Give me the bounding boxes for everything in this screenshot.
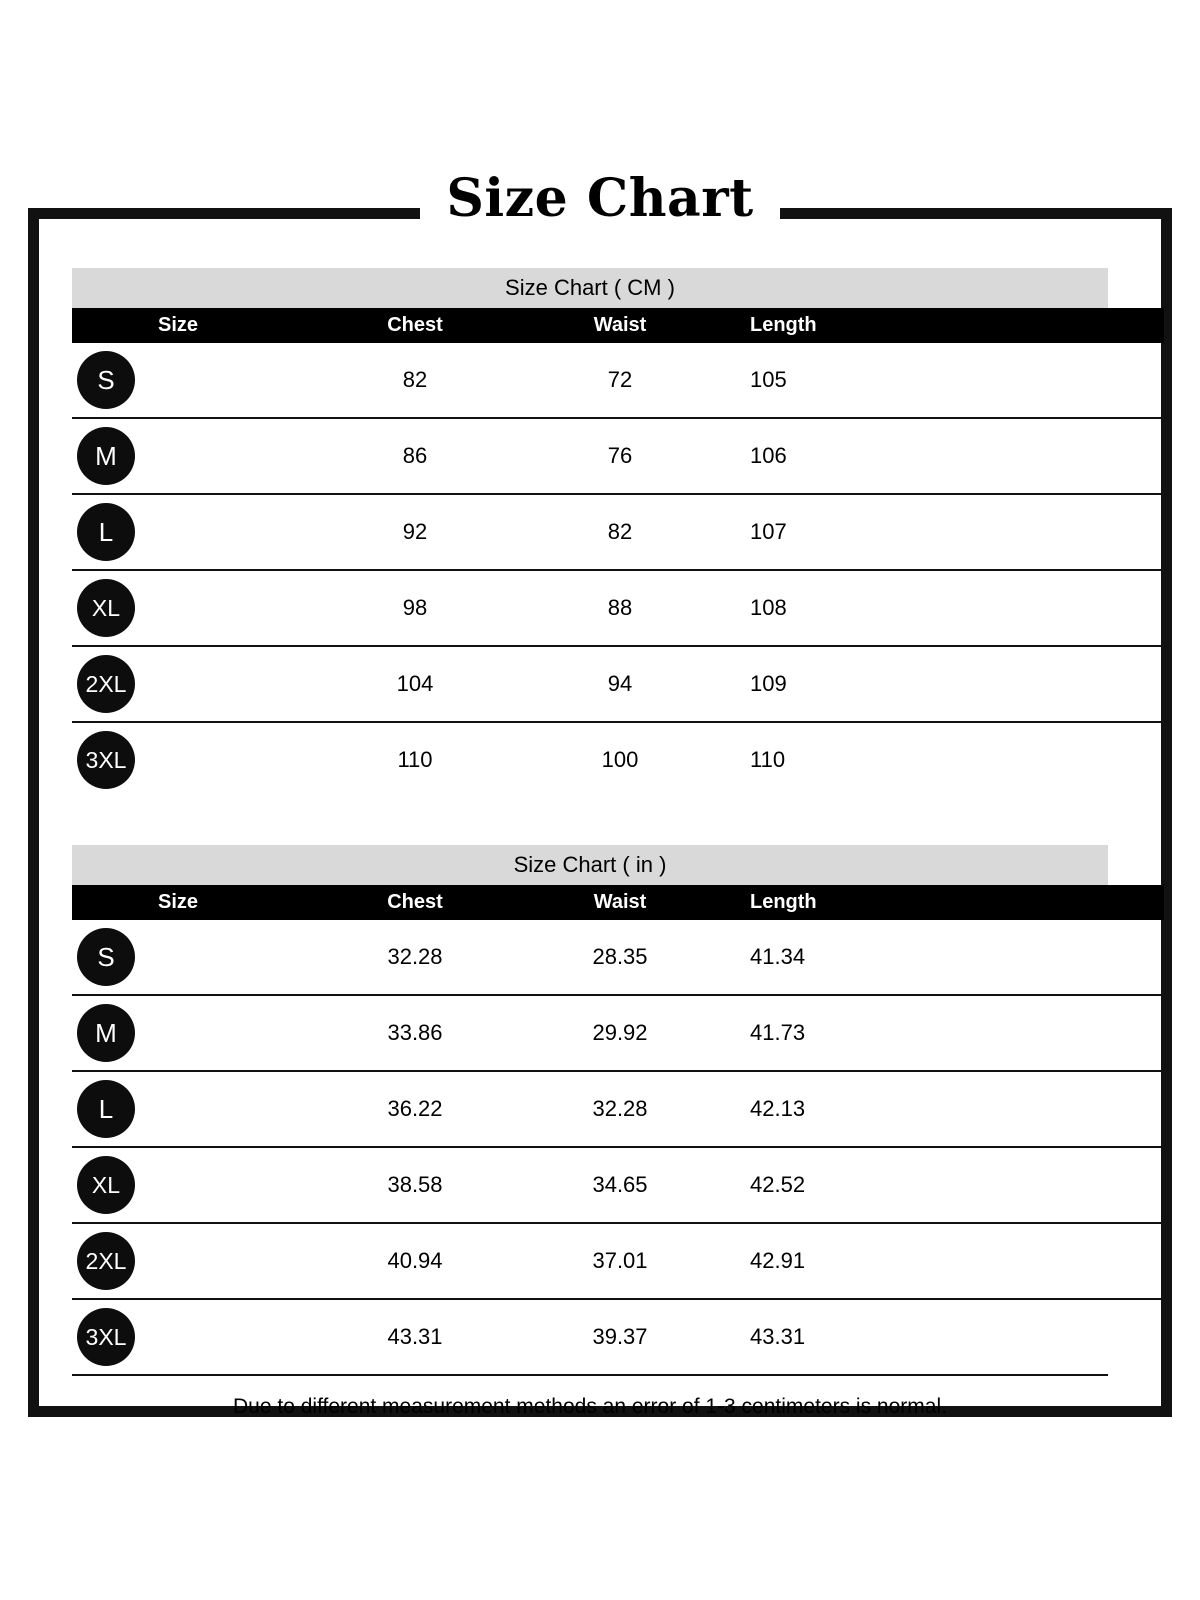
cell-waist: 100	[601, 747, 639, 772]
cell-size	[72, 418, 284, 494]
cell-waist: 29.92	[546, 995, 694, 1071]
size-badge: M	[77, 427, 135, 485]
cell-chest: 32.28	[284, 920, 546, 995]
table-row	[72, 1071, 1164, 1147]
cell-length: 106	[694, 418, 1164, 494]
column-header-length: Length	[694, 885, 1164, 920]
table-row	[72, 343, 1164, 418]
table-row	[72, 995, 1164, 1071]
cell-waist: 94	[546, 646, 694, 722]
table-body-cm	[72, 343, 1164, 797]
cell-waist: 32.28	[546, 1071, 694, 1147]
cell-length: 42.13	[694, 1071, 1164, 1147]
cell-size	[72, 1071, 284, 1147]
cell-length: 42.91	[694, 1223, 1164, 1299]
table-row	[72, 920, 1164, 995]
cell-chest: 43.31	[387, 1324, 443, 1349]
table-row	[72, 1223, 1164, 1299]
table-row	[72, 1299, 1164, 1374]
column-header-size: Size	[72, 885, 284, 920]
cell-size	[72, 1147, 284, 1223]
cell-chest: 33.86	[284, 995, 546, 1071]
table-row	[72, 418, 1164, 494]
cell-waist: 28.35	[546, 920, 694, 995]
cell-waist: 88	[546, 570, 694, 646]
cell-chest: 36.22	[284, 1071, 546, 1147]
cell-size	[72, 995, 284, 1071]
table-row	[72, 646, 1164, 722]
cell-chest: 82	[284, 343, 546, 418]
cell-size	[72, 1299, 284, 1374]
table-row	[72, 1147, 1164, 1223]
cell-chest: 40.94	[284, 1223, 546, 1299]
cell-chest: 104	[284, 646, 546, 722]
size-badge: XL	[77, 1156, 135, 1214]
cell-length: 43.31	[750, 1324, 806, 1349]
column-header-size: Size	[72, 308, 284, 343]
table-caption-in: Size Chart ( in )	[72, 845, 1108, 885]
cell-waist: 39.37	[592, 1324, 648, 1349]
cell-waist: 72	[546, 343, 694, 418]
cell-waist: 76	[546, 418, 694, 494]
cell-chest: 110	[397, 747, 433, 772]
column-header-length: Length	[694, 308, 1164, 343]
cell-waist: 82	[546, 494, 694, 570]
table-row	[72, 722, 1164, 797]
cell-size	[72, 920, 284, 995]
column-header-chest: Chest	[284, 885, 546, 920]
cell-length: 109	[694, 646, 1164, 722]
table-header-row	[72, 885, 1164, 920]
table-header-cm	[72, 308, 1164, 343]
cell-size	[72, 343, 284, 418]
table-caption-cm: Size Chart ( CM )	[72, 268, 1108, 308]
cell-length: 105	[694, 343, 1164, 418]
measurement-disclaimer: Due to different measurement methods an error of 1-3 centimeters is normal.	[72, 1374, 1108, 1422]
size-badge: L	[77, 1080, 135, 1138]
cell-length: 41.34	[694, 920, 1164, 995]
size-badge: 2XL	[77, 1232, 135, 1290]
size-table-in	[72, 845, 1108, 1374]
size-badge: 3XL	[77, 1308, 135, 1366]
cell-length: 108	[694, 570, 1164, 646]
tables-container	[72, 268, 1108, 1422]
column-header-chest: Chest	[284, 308, 546, 343]
table-row	[72, 570, 1164, 646]
cell-size	[72, 1223, 284, 1299]
size-badge: S	[77, 928, 135, 986]
size-badge: 3XL	[77, 731, 135, 789]
cell-size	[72, 722, 284, 797]
cell-length: 110	[750, 747, 786, 772]
measurements-table-in	[72, 885, 1164, 1374]
cell-size	[72, 646, 284, 722]
column-header-waist: Waist	[546, 308, 694, 343]
table-header-row	[72, 308, 1164, 343]
size-badge: XL	[77, 579, 135, 637]
measurements-table-cm	[72, 308, 1164, 797]
cell-length: 107	[694, 494, 1164, 570]
cell-length: 42.52	[694, 1147, 1164, 1223]
cell-chest: 86	[284, 418, 546, 494]
cell-chest: 92	[284, 494, 546, 570]
size-badge: M	[77, 1004, 135, 1062]
cell-waist: 34.65	[546, 1147, 694, 1223]
cell-length: 41.73	[694, 995, 1164, 1071]
size-badge: S	[77, 351, 135, 409]
cell-waist: 37.01	[546, 1223, 694, 1299]
cell-chest: 38.58	[284, 1147, 546, 1223]
cell-size	[72, 494, 284, 570]
table-spacer	[72, 797, 1108, 845]
cell-size	[72, 570, 284, 646]
cell-chest: 98	[284, 570, 546, 646]
table-body-in	[72, 920, 1164, 1374]
table-header-in	[72, 885, 1164, 920]
page-title: Size Chart	[446, 168, 754, 229]
column-header-waist: Waist	[546, 885, 694, 920]
size-table-cm	[72, 268, 1108, 797]
size-badge: L	[77, 503, 135, 561]
size-badge: 2XL	[77, 655, 135, 713]
page-title-container	[0, 168, 1200, 230]
table-row	[72, 494, 1164, 570]
